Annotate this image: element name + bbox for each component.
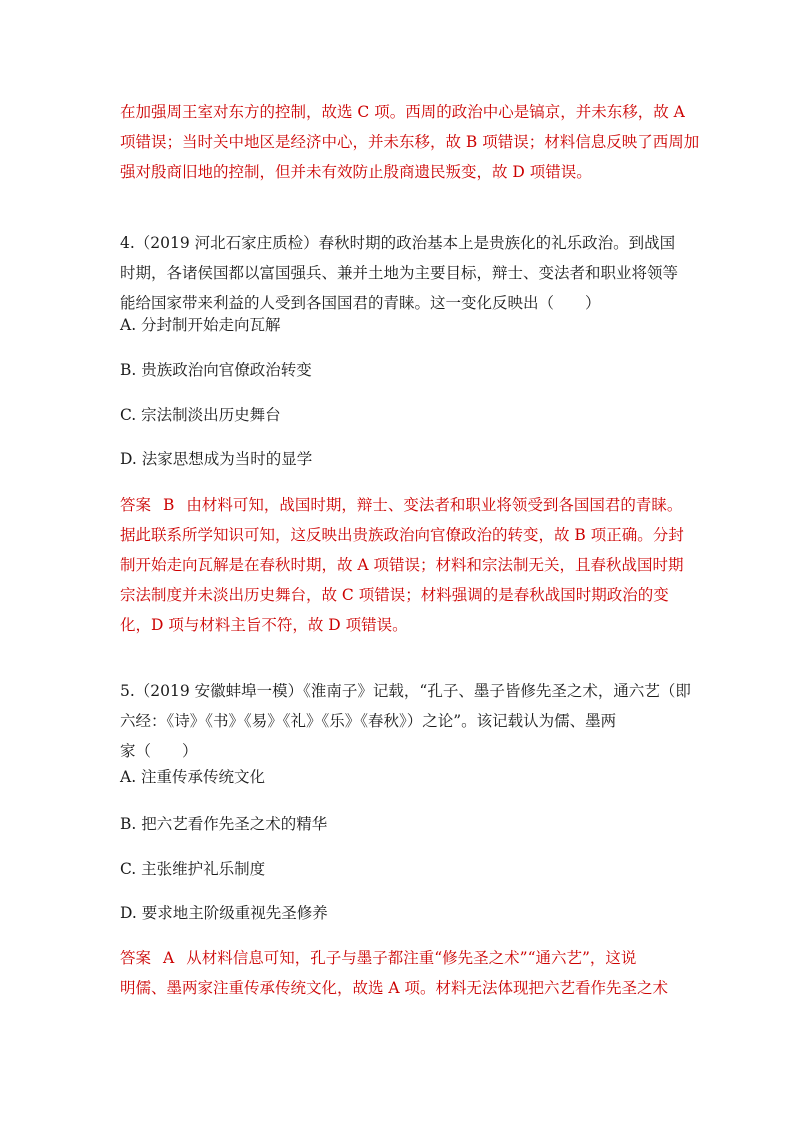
answer-explanation-start: 从材料信息可知，孔子与墨子都注重“修先圣之术”“通六艺”，这说	[186, 949, 637, 967]
text-line: 六经：《诗》《书》《易》《礼》《乐》《春秋》）之论”。该记载认为儒、墨两	[120, 712, 617, 730]
text-line: 在加强周王室对东方的控制，故选 C 项。西周的政治中心是镐京，并未东移，故 A	[120, 103, 685, 121]
question-5-stem	[120, 676, 691, 766]
question-4-option-a: A. 分封制开始走向瓦解	[120, 316, 281, 334]
question-4-stem	[120, 228, 680, 318]
answer-first-line	[120, 943, 680, 973]
question-4-option-b: B. 贵族政治向官僚政治转变	[120, 361, 312, 379]
answer-label: 答案	[120, 496, 152, 514]
text-line: 据此联系所学知识可知，这反映出贵族政治向官僚政治的转变，故 B 项正确。分封	[120, 526, 684, 544]
text-line: 4.（2019 河北石家庄质检）春秋时期的政治基本上是贵族化的礼乐政治。到战国	[120, 234, 676, 252]
question-5-option-b: B. 把六艺看作先圣之术的精华	[120, 815, 328, 833]
question-4-option-c: C. 宗法制淡出历史舞台	[120, 406, 281, 424]
answer-first-line	[120, 490, 683, 520]
question-4-option-d: D. 法家思想成为当时的显学	[120, 450, 313, 468]
question-5-answer	[120, 943, 680, 1003]
text-line: 强对殷商旧地的控制，但并未有效防止殷商遗民叛变，故 D 项错误。	[120, 163, 592, 181]
answer-letter: A	[163, 949, 175, 967]
answer-explanation-start: 由材料可知，战国时期，辩士、变法者和职业将领受到各国国君的青睐。	[186, 496, 683, 514]
answer-label: 答案	[120, 949, 152, 967]
question-5-option-d: D. 要求地主阶级重视先圣修养	[120, 904, 328, 922]
text-line: 化，D 项与材料主旨不符，故 D 项错误。	[120, 616, 408, 634]
text-line: 宗法制度并未淡出历史舞台，故 C 项错误；材料强调的是春秋战国时期政治的变	[120, 586, 669, 604]
question-5-option-a: A. 注重传承传统文化	[120, 768, 266, 786]
text-line: 家（ ）	[120, 742, 198, 760]
text-line: 制开始走向瓦解是在春秋时期，故 A 项错误；材料和宗法制无关，且春秋战国时期	[120, 556, 684, 574]
text-line: 5.（2019 安徽蚌埠一模）《淮南子》记载，“孔子、墨子皆修先圣之术，通六艺（即	[120, 682, 691, 700]
question-4-answer	[120, 490, 684, 640]
question-5-option-c: C. 主张维护礼乐制度	[120, 860, 266, 878]
answer-letter: B	[163, 496, 175, 514]
text-line: 明儒、墨两家注重传承传统文化，故选 A 项。材料无法体现把六艺看作先圣之术	[120, 979, 669, 997]
text-line: 能给国家带来利益的人受到各国国君的青睐。这一变化反映出（ ）	[120, 294, 601, 312]
text-line: 时期，各诸侯国都以富国强兵、兼并土地为主要目标，辩士、变法者和职业将领等	[120, 264, 679, 282]
text-line: 项错误；当时关中地区是经济中心，并未东移，故 B 项错误；材料信息反映了西周加	[120, 133, 700, 151]
prev-answer-explanation	[120, 97, 700, 187]
